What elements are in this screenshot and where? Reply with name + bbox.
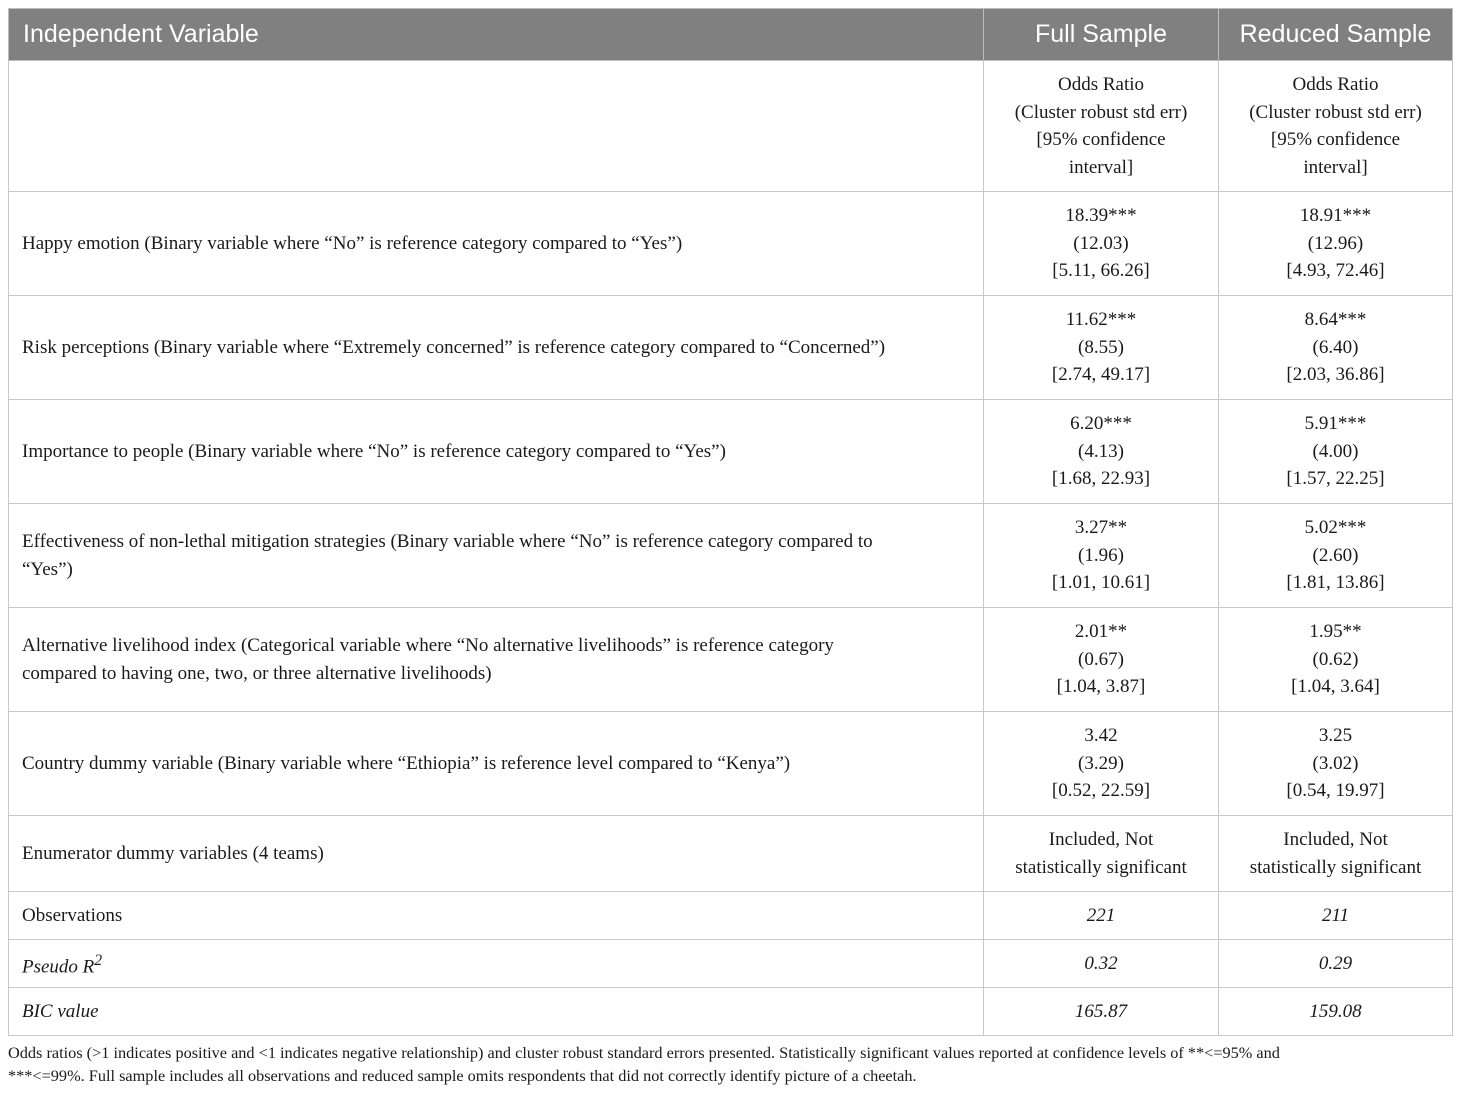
full-sample-cell: [984, 296, 1219, 400]
bic-label: BIC value: [9, 988, 984, 1036]
confidence-interval: [5.11, 66.26]: [1052, 260, 1150, 282]
odds-ratio: 3.42: [1084, 725, 1118, 747]
description-full-line: [95% confidence: [1036, 129, 1166, 150]
std-error: (8.55): [1078, 336, 1124, 358]
std-error: (2.60): [1312, 544, 1359, 566]
reduced-sample-cell: [1219, 504, 1453, 608]
confidence-interval: [2.74, 49.17]: [1051, 364, 1151, 386]
pseudo-r2-row: [9, 940, 1453, 988]
std-error: (3.02): [1312, 752, 1359, 774]
odds-ratio: 18.39***: [1065, 205, 1137, 227]
pseudo-r2-full: 0.32: [984, 940, 1219, 988]
std-error: (12.96): [1307, 232, 1364, 254]
std-error: (1.96): [1078, 544, 1124, 566]
description-variable-cell: [9, 61, 984, 192]
full-sample-cell: [984, 192, 1219, 296]
full-sample-cell: [984, 504, 1219, 608]
description-row: [9, 61, 1453, 192]
reduced-sample-cell: [1219, 816, 1453, 892]
odds-ratio: 11.62***: [1065, 309, 1137, 331]
confidence-interval: [2.03, 36.86]: [1286, 364, 1385, 386]
variable-cell: [9, 712, 984, 816]
results-table: [8, 8, 1453, 1036]
observations-full: 221: [984, 892, 1219, 940]
results-table-container: [8, 8, 1452, 1036]
full-sample-cell: [984, 608, 1219, 712]
full-sample-cell: [984, 712, 1219, 816]
description-reduced-line: [95% confidence: [1270, 129, 1401, 150]
pseudo-r2-superscript: 2: [94, 951, 103, 969]
odds-ratio: 1.95**: [1309, 621, 1362, 643]
confidence-interval: [1.81, 13.86]: [1286, 572, 1385, 594]
std-error: (4.00): [1312, 440, 1359, 462]
description-full-line: interval]: [1068, 156, 1134, 178]
variable-label: Risk perceptions (Binary variable where “Extremely concerned” is reference category compared to “Concerned”): [22, 336, 886, 358]
description-reduced-line: interval]: [1303, 156, 1368, 178]
header-full-sample: Full Sample: [984, 9, 1219, 61]
variable-label: Importance to people (Binary variable where “No” is reference category compared to “Yes”): [22, 440, 726, 462]
std-error: (6.40): [1312, 336, 1359, 358]
bic-row: [9, 988, 1453, 1036]
footnote-line: ***<=99%. Full sample includes all observations and reduced sample omits respondents that did not correctly identify picture of a cheetah.: [8, 1066, 917, 1085]
odds-ratio: 2.01**: [1074, 621, 1128, 643]
header-reduced-sample: Reduced Sample: [1219, 9, 1453, 61]
bic-reduced: 159.08: [1219, 988, 1453, 1036]
pseudo-r2-reduced: 0.29: [1219, 940, 1453, 988]
full-sample-cell: [984, 816, 1219, 892]
reduced-sample-cell: [1219, 192, 1453, 296]
observations-label: Observations: [9, 892, 984, 940]
header-independent-variable: Independent Variable: [9, 9, 984, 61]
variable-cell: [9, 400, 984, 504]
variable-label: “Yes”): [22, 558, 73, 580]
variable-cell: [9, 296, 984, 400]
odds-ratio: 8.64***: [1304, 309, 1367, 331]
std-error: (4.13): [1078, 440, 1124, 462]
table-row: [9, 608, 1453, 712]
table-row: [9, 504, 1453, 608]
enumerator-note: statistically significant: [1249, 856, 1422, 878]
description-reduced-cell: [1219, 61, 1453, 192]
reduced-sample-cell: [1219, 400, 1453, 504]
enumerator-row: [9, 816, 1453, 892]
reduced-sample-cell: [1219, 296, 1453, 400]
odds-ratio: 3.25: [1318, 725, 1353, 747]
confidence-interval: [1.04, 3.87]: [1056, 676, 1146, 698]
description-reduced-line: (Cluster robust std err): [1249, 101, 1422, 123]
variable-label: Enumerator dummy variables (4 teams): [22, 842, 324, 864]
odds-ratio: 3.27**: [1074, 517, 1128, 539]
reduced-sample-cell: [1219, 608, 1453, 712]
odds-ratio: 6.20***: [1070, 413, 1132, 435]
table-row: [9, 712, 1453, 816]
odds-ratio: 5.02***: [1304, 517, 1367, 539]
variable-label: Country dummy variable (Binary variable where “Ethiopia” is reference level compared to “Kenya”): [22, 752, 791, 774]
enumerator-note: statistically significant: [1015, 856, 1187, 878]
variable-cell: [9, 608, 984, 712]
table-row: [9, 296, 1453, 400]
description-full-cell: [984, 61, 1219, 192]
confidence-interval: [1.68, 22.93]: [1051, 468, 1151, 490]
variable-label: Happy emotion (Binary variable where “No” is reference category compared to “Yes”): [22, 232, 683, 254]
observations-reduced: 211: [1219, 892, 1453, 940]
std-error: (3.29): [1078, 752, 1124, 774]
enumerator-note: Included, Not: [1048, 829, 1154, 850]
description-reduced-line: Odds Ratio: [1292, 74, 1379, 95]
bic-full: 165.87: [984, 988, 1219, 1036]
variable-cell: [9, 192, 984, 296]
table-row: [9, 400, 1453, 504]
enumerator-note: Included, Not: [1283, 829, 1388, 850]
description-full-line: (Cluster robust std err): [1014, 101, 1188, 123]
observations-row: [9, 892, 1453, 940]
confidence-interval: [1.01, 10.61]: [1051, 572, 1151, 594]
description-full-line: Odds Ratio: [1057, 74, 1145, 95]
footnote-line: Odds ratios (>1 indicates positive and <1 indicates negative relationship) and cluster robust standard errors presented. Statistically significant values reported at confidence levels of **<=95% and: [8, 1043, 1280, 1062]
table-footnote: [8, 1041, 1456, 1087]
variable-cell: [9, 504, 984, 608]
variable-label: Alternative livelihood index (Categorical variable where “No alternative livelihoods” is reference category: [22, 635, 834, 656]
std-error: (0.62): [1312, 648, 1359, 670]
reduced-sample-cell: [1219, 712, 1453, 816]
std-error: (12.03): [1073, 232, 1129, 254]
full-sample-cell: [984, 400, 1219, 504]
variable-label: Effectiveness of non-lethal mitigation strategies (Binary variable where “No” is reference category compared to: [22, 531, 873, 552]
confidence-interval: [1.04, 3.64]: [1291, 676, 1380, 698]
odds-ratio: 18.91***: [1299, 205, 1372, 227]
confidence-interval: [0.54, 19.97]: [1286, 780, 1385, 802]
confidence-interval: [1.57, 22.25]: [1286, 468, 1385, 490]
variable-label: compared to having one, two, or three alternative livelihoods): [22, 662, 492, 684]
pseudo-r2-label-cell: [9, 940, 984, 988]
header-row: [9, 9, 1453, 61]
variable-cell: [9, 816, 984, 892]
pseudo-r2-label: Pseudo R: [22, 955, 95, 977]
table-row: [9, 192, 1453, 296]
std-error: (0.67): [1078, 648, 1124, 670]
confidence-interval: [0.52, 22.59]: [1051, 780, 1151, 802]
confidence-interval: [4.93, 72.46]: [1286, 260, 1385, 282]
odds-ratio: 5.91***: [1304, 413, 1367, 435]
